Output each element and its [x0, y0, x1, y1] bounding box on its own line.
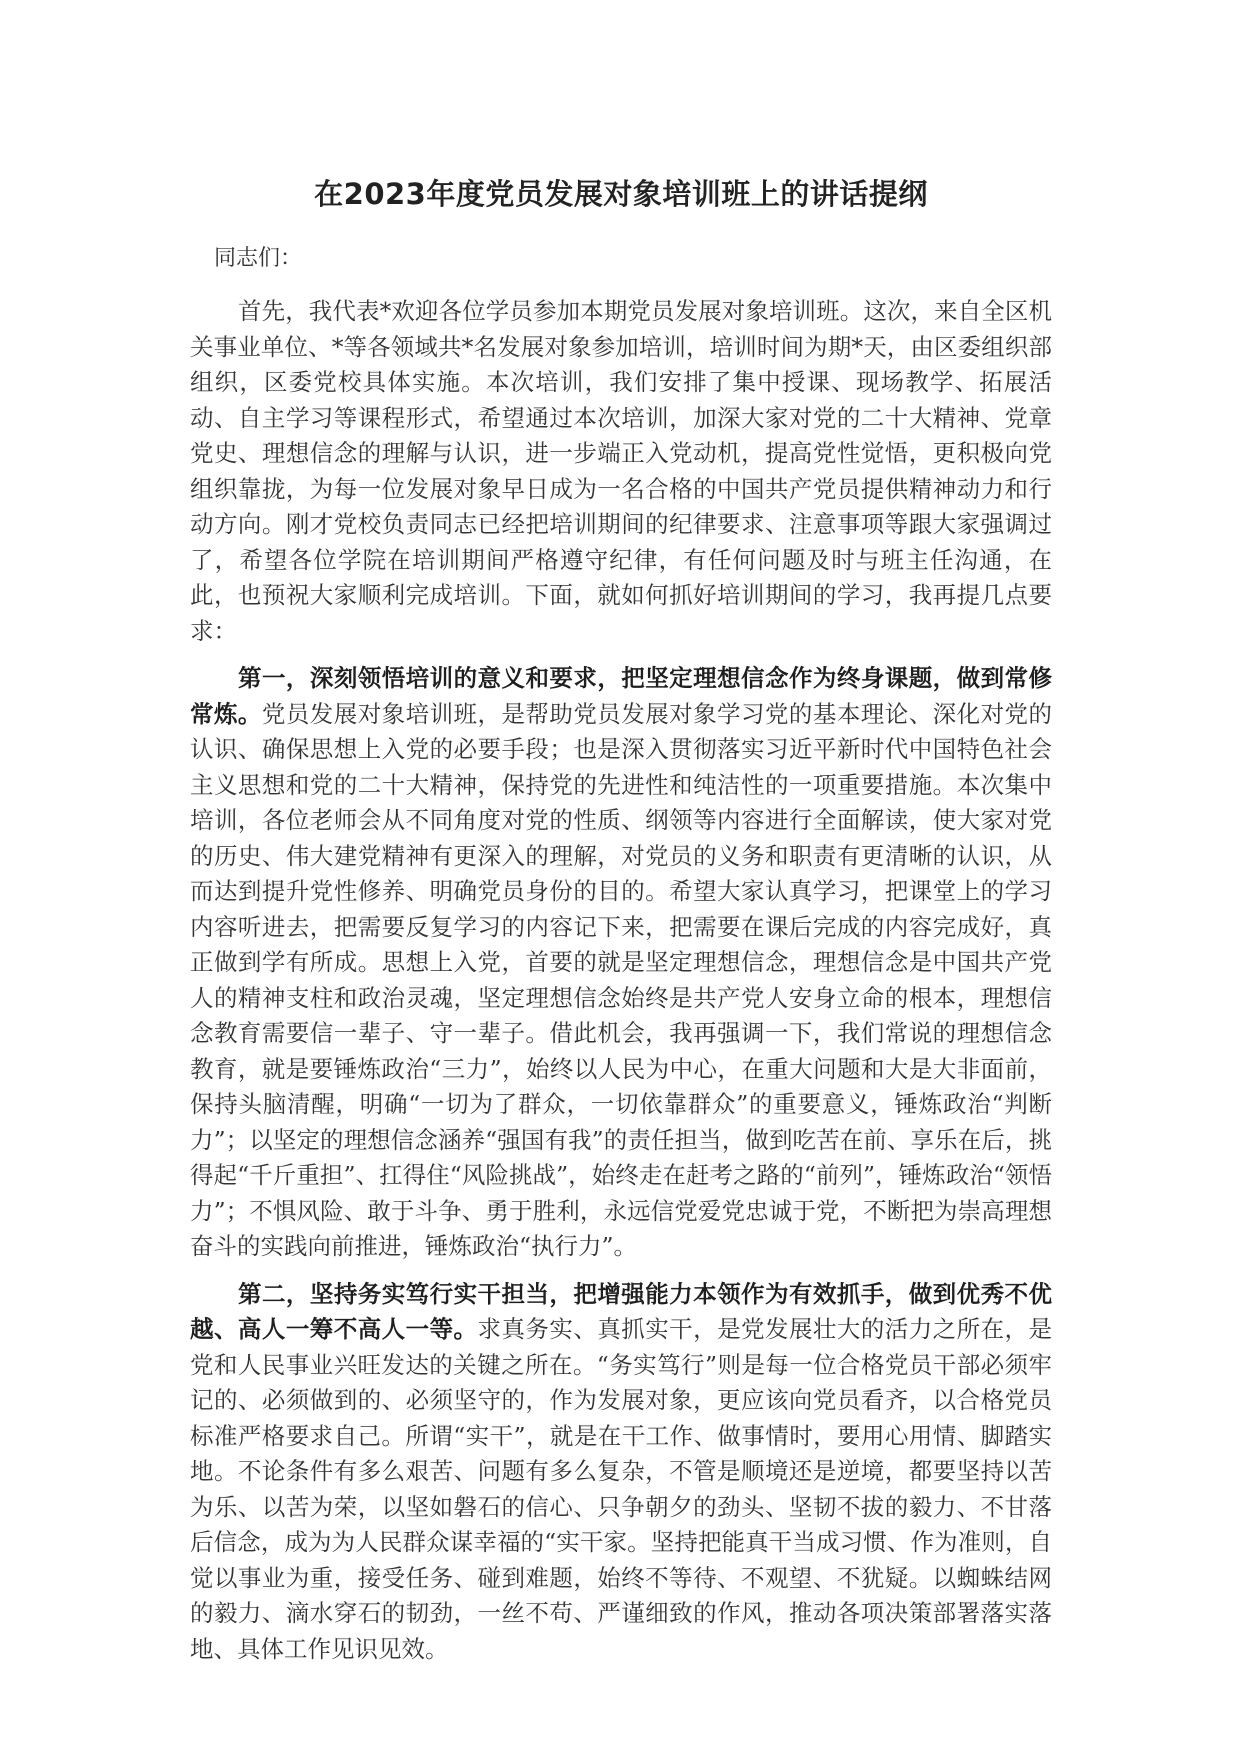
document-body — [190, 172, 1052, 1679]
intro-paragraph: 首先，我代表*欢迎各位学员参加本期党员发展对象培训班。这次，来自全区机关事业单位、*等各领域共*名发展对象参加培训，培训时间为期*天，由区委组织部组织，区委党校具体实施。本次培训，我们安排了集中授课、现场教学、拓展活动、自主学习等课程形式，希望通过本次培训，加深大家对党的二十大精神、党章党史、理想信念的理解与认识，进一步端正入党动机，提高党性觉悟，更积极向党组织靠拢，为每一位发展对象早日成为一名合格的中国共产党员提供精神动力和行动方向。刚才党校负责同志已经把培训期间的纪律要求、注意事项等跟大家强调过了，希望各位学院在培训期间严格遵守纪律，有任何问题及时与班主任沟通，在此，也预祝大家顺利完成培训。下面，就如何抓好培训期间的学习，我再提几点要求： — [190, 297, 1052, 645]
section-1-body: 党员发展对象培训班，是帮助党员发展对象学习党的基本理论、深化对党的认识、确保思想上入党的必要手段；也是深入贯彻落实习近平新时代中国特色社会主义思想和党的二十大精神，保持党的先进性和纯洁性的一项重要措施。本次集中培训，各位老师会从不同角度对党的性质、纲领等内容进行全面解读，使大家对党的历史、伟大建党精神有更深入的理解，对党员的义务和职责有更清晰的认识，从而达到提升党性修养、明确党员身份的目的。希望大家认真学习，把课堂上的学习内容听进去，把需要反复学习的内容记下来，把需要在课后完成的内容完成好，真正做到学有所成。思想上入党，首要的就是坚定理想信念，理想信念是中国共产党人的精神支柱和政治灵魂，坚定理想信念始终是共产党人安身立命的根本，理想信念教育需要信一辈子、守一辈子。借此机会，我再强调一下，我们常说的理想信念教育，就是要锤炼政治“三力”，始终以人民为中心，在重大问题和大是大非面前，保持头脑清醒，明确“一切为了群众，一切依靠群众”的重要意义，锤炼政治“判断力”；以坚定的理想信念涵养“强国有我”的责任担当，做到吃苦在前、享乐在后，挑得起“千斤重担”、扛得住“风险挑战”，始终走在赶考之路的“前列”，锤炼政治“领悟力”；不惧风险、敢于斗争、勇于胜利，永远信党爱党忠诚于党，不断把为崇高理想奋斗的实践向前推进，锤炼政治“执行力”。 — [190, 699, 1053, 1260]
section-1-heading: 第一，深刻领悟培训的意义和要求，把坚定理想信念作为终身课题，做到常修常炼。 — [190, 664, 1052, 728]
section-2-body: 求真务实、真抓实干，是党发展壮大的活力之所在，是党和人民事业兴旺发达的关键之所在。“务实笃行”则是每一位合格党员干部必须牢记的、必须做到的、必须坚守的，作为发展对象，更应该向党员看齐，以合格党员标准严格要求自己。所谓“实干”，就是在干工作、做事情时，要用心用情、脚踏实地。不论条件有多么艰苦、问题有多么复杂，不管是顺境还是逆境，都要坚持以苦为乐、以苦为荣，以坚如磐石的信心、只争朝夕的劲头、坚韧不拔的毅力、不甘落后信念，成为为人民群众谋幸福的“实干家。坚持把能真干当成习惯、作为准则，自觉以事业为重，接受任务、碰到难题，始终不等待、不观望、不犹疑。以蜘蛛结网的毅力、滴水穿石的韧劲，一丝不苟、严谨细致的作风，推动各项决策部署落实落地、具体工作见识见效。 — [190, 1315, 1053, 1663]
section-2-paragraph — [190, 1277, 1052, 1668]
salutation: 同志们： — [214, 246, 303, 271]
document-title: 在2023年度党员发展对象培训班上的讲话提纲 — [314, 177, 928, 211]
section-1-paragraph — [190, 661, 1052, 1265]
section-2-heading: 第二，坚持务实笃行实干担当，把增强能力本领作为有效抓手，做到优秀不优越、高人一筹不高人一等。 — [190, 1279, 1052, 1343]
